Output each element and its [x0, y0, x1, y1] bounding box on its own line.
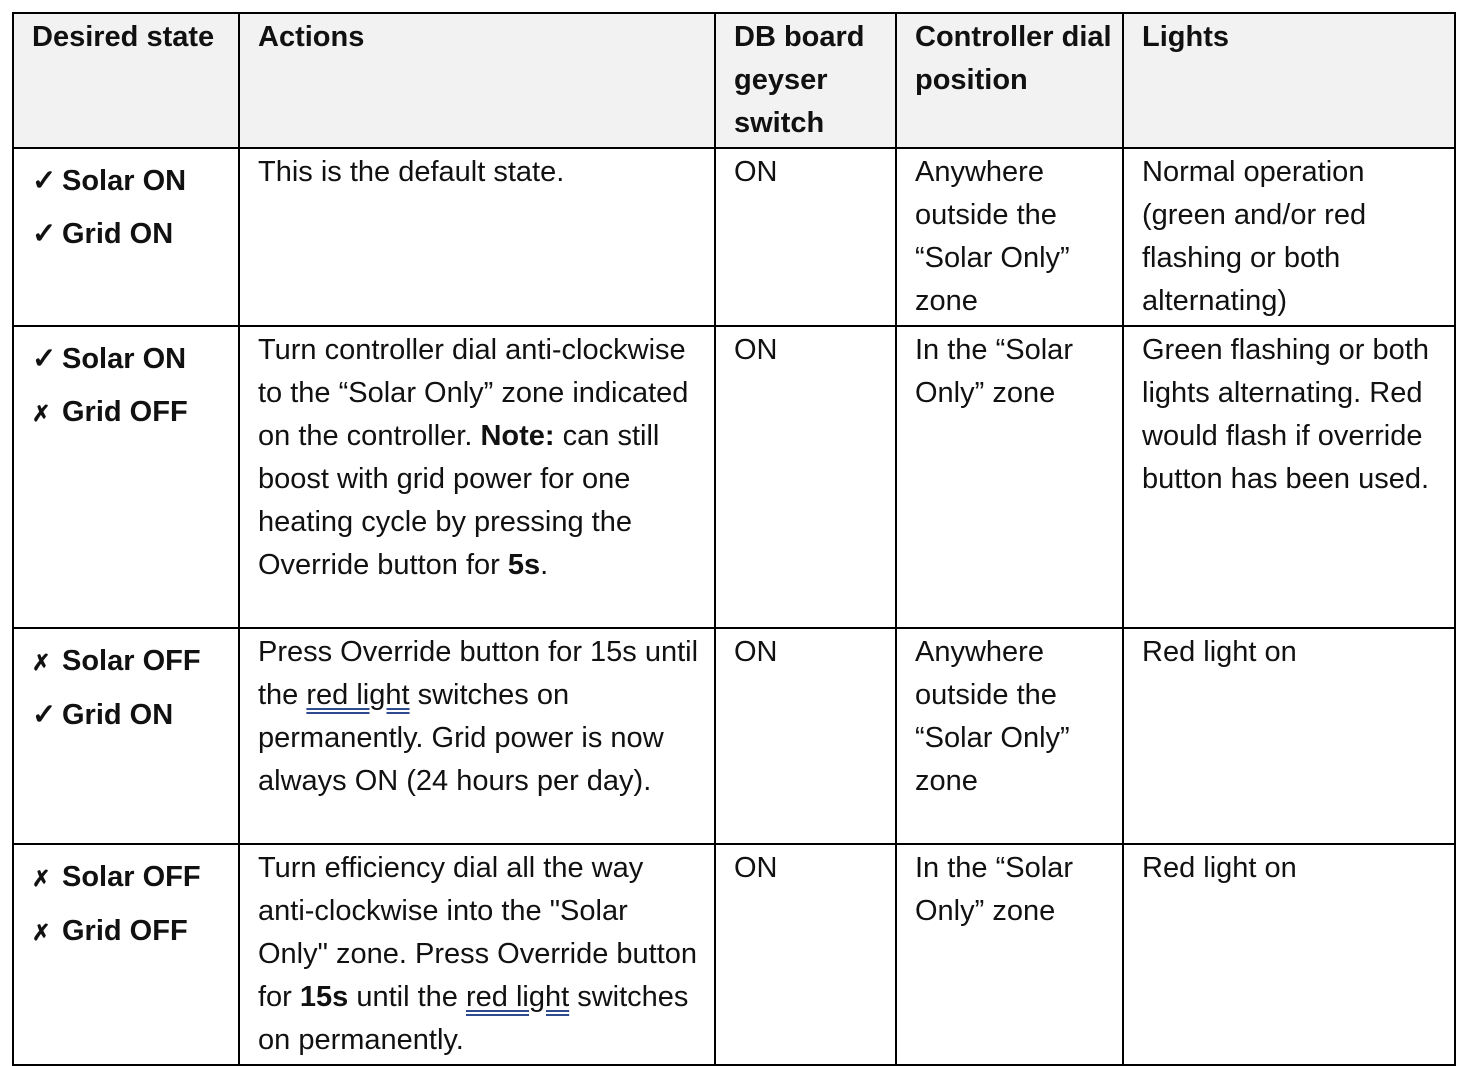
header-actions: Actions	[239, 13, 715, 148]
check-icon: ✓	[32, 699, 57, 731]
action-text: switches on permanently. Grid power is now always ON (24 hours per day).	[258, 679, 664, 797]
header-db-switch: DB board geyser switch	[715, 13, 896, 148]
dial-cell: In the “Solar Only” zone	[896, 844, 1123, 1065]
table-row	[13, 326, 1455, 628]
cross-icon: ✗	[32, 401, 51, 426]
state-label: Solar OFF	[62, 645, 201, 677]
state-solar	[32, 333, 228, 386]
red-light-term: red light	[306, 679, 410, 711]
dial-cell: Anywhere outside the “Solar Only” zone	[896, 628, 1123, 844]
dial-cell: Anywhere outside the “Solar Only” zone	[896, 148, 1123, 326]
action-text: Turn controller dial anti-clockwise to the “Solar Only” zone indicated on the controller.	[258, 334, 689, 452]
actions-cell: This is the default state.	[239, 148, 715, 326]
cross-icon: ✗	[32, 920, 51, 945]
header-desired-state: Desired state	[13, 13, 239, 148]
db-switch-cell: ON	[715, 326, 896, 628]
actions-cell	[239, 844, 715, 1065]
state-label: Grid OFF	[62, 915, 188, 947]
header-lights: Lights	[1123, 13, 1455, 148]
desired-state-cell	[13, 148, 239, 326]
actions-cell	[239, 628, 715, 844]
state-label: Solar ON	[62, 165, 187, 197]
state-label: Grid ON	[62, 218, 174, 250]
action-text: can still boost with grid power for one heating cycle by pressing the Override button for	[258, 420, 660, 581]
desired-state-cell	[13, 628, 239, 844]
state-grid	[32, 208, 228, 261]
desired-state-cell	[13, 326, 239, 628]
lights-cell: Red light on	[1123, 844, 1455, 1065]
header-row	[13, 13, 1455, 148]
cross-icon: ✗	[32, 650, 51, 675]
cross-icon: ✗	[32, 866, 51, 891]
lights-cell: Normal operation (green and/or red flashing or both alternating)	[1123, 148, 1455, 326]
lights-cell: Red light on	[1123, 628, 1455, 844]
action-text: until the	[348, 981, 466, 1013]
header-dial: Controller dial position	[896, 13, 1123, 148]
state-solar	[32, 851, 228, 905]
duration-bold: 15s	[299, 981, 349, 1013]
check-icon: ✓	[32, 218, 57, 250]
action-text: switches on permanently.	[258, 981, 689, 1056]
state-label: Solar ON	[62, 343, 187, 375]
state-grid	[32, 689, 228, 742]
state-solar	[32, 635, 228, 689]
table-row	[13, 844, 1455, 1065]
lights-cell: Green flashing or both lights alternating. Red would flash if override button has been used.	[1123, 326, 1455, 628]
table-row	[13, 628, 1455, 844]
state-label: Solar OFF	[62, 861, 201, 893]
state-grid	[32, 386, 228, 440]
action-text: Turn efficiency dial all the way anti-clockwise into the "Solar Only" zone. Press Override button for	[258, 852, 698, 1013]
state-solar	[32, 155, 228, 208]
action-text: Press Override button for 15s until the	[258, 636, 699, 711]
actions-cell	[239, 326, 715, 628]
db-switch-cell: ON	[715, 148, 896, 326]
db-switch-cell: ON	[715, 844, 896, 1065]
action-text: .	[540, 549, 549, 581]
check-icon: ✓	[32, 165, 57, 197]
states-table	[12, 12, 1456, 1066]
note-label: Note:	[480, 420, 555, 452]
state-label: Grid ON	[62, 699, 174, 731]
red-light-term: red light	[465, 981, 570, 1013]
duration-bold: 5s	[507, 549, 541, 581]
state-label: Grid OFF	[62, 396, 188, 428]
dial-cell: In the “Solar Only” zone	[896, 326, 1123, 628]
check-icon: ✓	[32, 343, 57, 375]
state-grid	[32, 905, 228, 959]
desired-state-cell	[13, 844, 239, 1065]
table-row	[13, 148, 1455, 326]
db-switch-cell: ON	[715, 628, 896, 844]
